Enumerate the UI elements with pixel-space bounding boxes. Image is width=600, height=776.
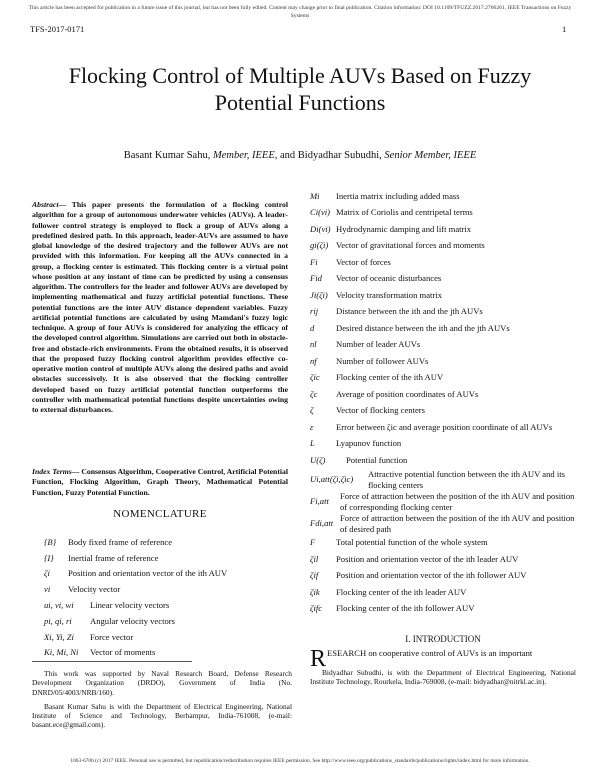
manuscript-id: TFS-2017-0171 [30,24,85,34]
nomenclature-symbol: {I} [44,552,54,563]
introduction-first-line: ESEARCH on cooperative control of AUVs is an important [327,648,533,658]
introduction-heading: I. INTRODUCTION [405,634,481,644]
nomenclature-desc: Inertial frame of reference [68,552,159,563]
nomenclature-row [310,353,576,370]
nomenclature-symbol: {B} [44,536,57,547]
abstract [32,200,288,415]
nomenclature-symbol: nf [310,355,317,366]
nomenclature-row [310,304,576,321]
nomenclature-desc: Position and orientation vector of the ith AUV [68,568,228,579]
nomenclature-symbol: ζc [310,388,318,399]
nomenclature-row [310,551,576,568]
nomenclature-row [310,238,576,255]
page-number: 1 [562,24,567,34]
nomenclature-symbol: F [310,537,316,548]
nomenclature-symbol: Ci(vi) [310,207,331,218]
nomenclature-desc: Desired distance between the ith and the jth AUVs [336,322,510,333]
index-terms [32,467,288,498]
nomenclature-row [310,491,576,513]
nomenclature-symbol: Ki, Mi, Ni [44,647,79,658]
nomenclature-symbol: ζil [310,553,319,564]
nomenclature-row [310,535,576,552]
nomenclature-row [310,254,576,271]
nomenclature-desc: Position and orientation vector of the ith follower AUV [336,570,527,581]
abstract-text: — This paper presents the formulation of a flocking control algorithm for a group of autonomous underwater vehicles (AUVs). A leader-follower control strategy is employed to flock a group of AUVs along a predefined desired path. In this approach, leader-AUVs are assumed to have global knowledge of the desired trajectory and the follower AUVs are not provided with this information. For keeping all the AUVs connected in a group, a flocking center is estimated. This flocking center is a virtual point whose position at any instant of time can be predicted by using a consensus algorithm. The controllers for the leader and follower AUVs are developed by implementing mathematical and fuzzy artificial potential functions. These potential functions are the inter AUV distance dependent variables. Fuzzy artificial potential functions are calculated by using Mamdani's fuzzy logic technique. A group of four AUVs is considered for analyzing the efficacy of the developed control algorithm. Simulations are carried out both in obstacle-free and obstacle-rich environments. From the obtained results, it is observed that the proposed fuzzy flocking control algorithm provides effective co-operative motion control of multiple AUVs along the desired paths and avoid obstacles successively. It is also observed that the flocking controller developed based on fuzzy artificial potential function outperforms the controller with mathematical potential functions despite uncertainties owing to external disturbances. [32,200,288,414]
nomenclature-symbol: Di(vi) [310,223,331,234]
nomenclature-desc: Vector of gravitational forces and moments [336,240,485,251]
copyright-notice: 1063-6706 (c) 2017 IEEE. Personal use is permitted, but republication/redistribution requires IEEE permission. See http://www.ieee.org/publications_standards/publications/rights/index.html for more information. [70,758,530,764]
nomenclature-row [310,370,576,387]
nomenclature-row [44,597,294,613]
nomenclature-symbol: Fi [310,256,318,267]
nomenclature-row [310,337,576,354]
nomenclature-symbol: ζif [310,570,319,581]
nomenclature-row [310,601,576,618]
author-1-role: Member, IEEE [212,150,275,161]
nomenclature-symbol: Fdi,att [310,518,334,528]
nomenclature-desc: Flocking center of the ith follower AUV [336,603,475,614]
nomenclature-desc: Force vector [90,631,134,642]
nomenclature-row [310,452,576,469]
nomenclature-symbol: ζifc [310,603,323,614]
nomenclature-row [44,613,294,629]
nomenclature-row [310,419,576,436]
nomenclature-desc: Linear velocity vectors [90,600,170,611]
nomenclature-heading: NOMENCLATURE [113,508,207,520]
nomenclature-desc: Number of follower AUVs [336,355,429,366]
nomenclature-symbol: rij [310,306,319,317]
nomenclature-row [310,386,576,403]
nomenclature-row [310,271,576,288]
nomenclature-row [310,287,576,304]
nomenclature-row [310,469,576,491]
author-1-affiliation: Basant Kumar Sahu is with the Department of Electrical Engineering, National Institute of Science and Technology, Berhampur, India-761008, (e-mail: basant.ece@gmail.com). [32,701,292,730]
nomenclature-row [310,436,576,453]
nomenclature-symbol: Mi [310,190,320,201]
nomenclature-desc: Vector of oceanic disturbances [336,273,442,284]
nomenclature-symbol: U(ζ) [310,454,326,465]
nomenclature-desc: Force of attraction between the position of the ith AUV and position of corresponding flocking center [340,490,575,512]
nomenclature-desc: Matrix of Coriolis and centripetal terms [336,207,473,218]
nomenclature-symbol: Fid [310,273,322,284]
nomenclature-row [310,320,576,337]
nomenclature-symbol: ζi [44,568,50,579]
nomenclature-row [44,534,294,550]
nomenclature-desc: Flocking center of the ith leader AUV [336,586,467,597]
index-terms-text: — Consensus Algorithm, Cooperative Control, Artificial Potential Function, Flocking Algorithm, Graph Theory, Mathematical Potential Function, Fuzzy Potential Function. [32,467,289,497]
footnote-divider [32,661,192,662]
nomenclature-row [44,581,294,597]
nomenclature-symbol: ζ [310,405,314,416]
nomenclature-symbol: ε [310,421,314,432]
nomenclature-row [310,188,576,205]
nomenclature-right-list [310,188,576,617]
nomenclature-desc: Distance between the ith and the jth AUVs [336,306,483,317]
index-terms-label: Index Terms [32,467,72,476]
author-2: , and Bidyadhar Subudhi, [274,150,385,161]
publication-notice: This article has been accepted for publication in a future issue of this journal, but has not been fully edited. Content may change prior to final publication. Citation information: DOI 10.1109/TFUZZ.2017.2766261, IEEE Transactions on Fuzzy Systems [28,5,572,19]
abstract-label: Abstract [32,200,59,209]
nomenclature-symbol: ui, vi, wi [44,600,74,611]
nomenclature-row [310,584,576,601]
drop-cap: R [310,646,327,672]
nomenclature-desc: Velocity transformation matrix [336,289,442,300]
nomenclature-desc: Error between ζic and average position coordinate of all AUVs [336,421,553,432]
nomenclature-row [310,205,576,222]
nomenclature-left-list [44,534,294,660]
nomenclature-symbol: pi, qi, ri [44,615,72,626]
nomenclature-desc: Vector of moments [90,647,156,658]
nomenclature-row [44,550,294,566]
nomenclature-symbol: Fi,att [310,496,329,506]
nomenclature-desc: Force of attraction between the position of the ith AUV and position of desired path [340,512,575,534]
nomenclature-symbol: gi(ζi) [310,240,329,251]
nomenclature-row [310,568,576,585]
nomenclature-row [44,629,294,645]
introduction-text [310,646,576,672]
nomenclature-desc: Vector of flocking centers [336,405,426,416]
author-line [40,150,560,161]
nomenclature-desc: Potential function [346,454,408,465]
nomenclature-desc: Body fixed frame of reference [68,536,173,547]
nomenclature-desc: Average of position coordinates of AUVs [336,388,479,399]
nomenclature-row [44,645,294,661]
nomenclature-row [310,403,576,420]
nomenclature-desc: Angular velocity vectors [90,615,175,626]
nomenclature-desc: Position and orientation vector of the ith leader AUV [336,553,519,564]
nomenclature-desc: Attractive potential function between the ith AUV and its flocking centers [368,468,565,490]
nomenclature-desc: Vector of forces [336,256,391,267]
nomenclature-symbol: nl [310,339,317,350]
nomenclature-symbol: ζic [310,372,320,383]
nomenclature-symbol: L [310,438,315,449]
nomenclature-desc: Flocking center of the ith AUV [336,372,444,383]
nomenclature-symbol: Ji(ζi) [310,289,328,300]
nomenclature-row [310,221,576,238]
nomenclature-symbol: Ui,att(ζi,ζic) [310,474,354,484]
nomenclature-desc: Velocity vector [68,584,121,595]
author-2-role: Senior Member, IEEE [384,150,477,161]
nomenclature-row [44,566,294,582]
nomenclature-symbol: d [310,322,315,333]
nomenclature-desc: Total potential function of the whole system [336,537,488,548]
footnotes [32,669,292,735]
funding-footnote: This work was supported by Naval Research Board, Defense Research Development Organization (DRDO), Government of India (No. DNRD/05/4003/NRB/160). [32,669,292,697]
author-2-affiliation: Bidyadhar Subudhi, is with the Department of Electrical Engineering, National Institute Technology, Rourkela, India-769008, (e-mail: bidyadhar@nitrkl.ac.in). [310,668,576,687]
nomenclature-symbol: Xi, Yi, Zi [44,631,74,642]
paper-title: Flocking Control of Multiple AUVs Based on Fuzzy Potential Functions [68,63,532,115]
nomenclature-row [310,513,576,535]
nomenclature-desc: Inertia matrix including added mass [336,190,460,201]
nomenclature-desc: Number of leader AUVs [336,339,421,350]
nomenclature-desc: Hydrodynamic damping and lift matrix [336,223,472,234]
nomenclature-desc: Lyapunov function [336,438,402,449]
author-1: Basant Kumar Sahu, [123,150,213,161]
nomenclature-symbol: vi [44,584,51,595]
nomenclature-symbol: ζik [310,586,320,597]
